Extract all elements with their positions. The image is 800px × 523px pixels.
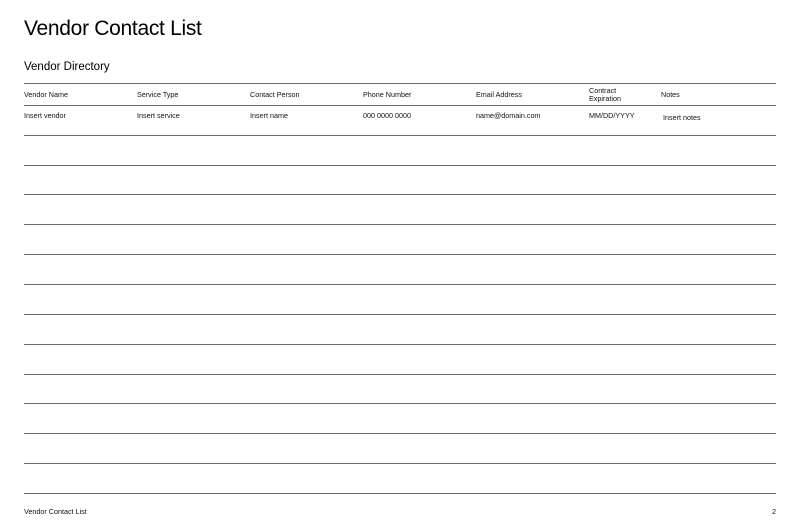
- cell-email-address[interactable]: name@domain.com: [476, 111, 541, 120]
- row-rule: [24, 254, 776, 255]
- header-contract-expiration-line2: Expiration: [589, 94, 621, 103]
- row-rule: [24, 374, 776, 375]
- table-top-rule: [24, 83, 776, 84]
- header-contract-expiration-line1: Contract: [589, 86, 617, 95]
- row-rule: [24, 493, 776, 494]
- section-title: Vendor Directory: [24, 61, 110, 73]
- row-rule: [24, 194, 776, 195]
- row-rule: [24, 344, 776, 345]
- cell-phone-number[interactable]: 000 0000 0000: [363, 111, 411, 120]
- row-rule: [24, 224, 776, 225]
- header-notes: Notes: [661, 90, 680, 99]
- page-number: 2: [772, 507, 776, 516]
- cell-notes[interactable]: Insert notes: [663, 113, 701, 122]
- header-service-type: Service Type: [137, 90, 179, 99]
- row-rule: [24, 433, 776, 434]
- header-email-address: Email Address: [476, 90, 522, 99]
- row-rule: [24, 463, 776, 464]
- page-title: Vendor Contact List: [24, 17, 202, 40]
- row-rule: [24, 403, 776, 404]
- row-rule: [24, 135, 776, 136]
- header-bottom-rule: [24, 105, 776, 106]
- cell-vendor-name[interactable]: Insert vendor: [24, 111, 66, 120]
- cell-service-type[interactable]: Insert service: [137, 111, 180, 120]
- cell-contact-person[interactable]: Insert name: [250, 111, 288, 120]
- row-rule: [24, 314, 776, 315]
- header-vendor-name: Vendor Name: [24, 90, 68, 99]
- footer-title: Vendor Contact List: [24, 507, 87, 516]
- row-rule: [24, 165, 776, 166]
- header-phone-number: Phone Number: [363, 90, 412, 99]
- header-contact-person: Contact Person: [250, 90, 300, 99]
- row-rule: [24, 284, 776, 285]
- cell-contract-expiration[interactable]: MM/DD/YYYY: [589, 111, 635, 120]
